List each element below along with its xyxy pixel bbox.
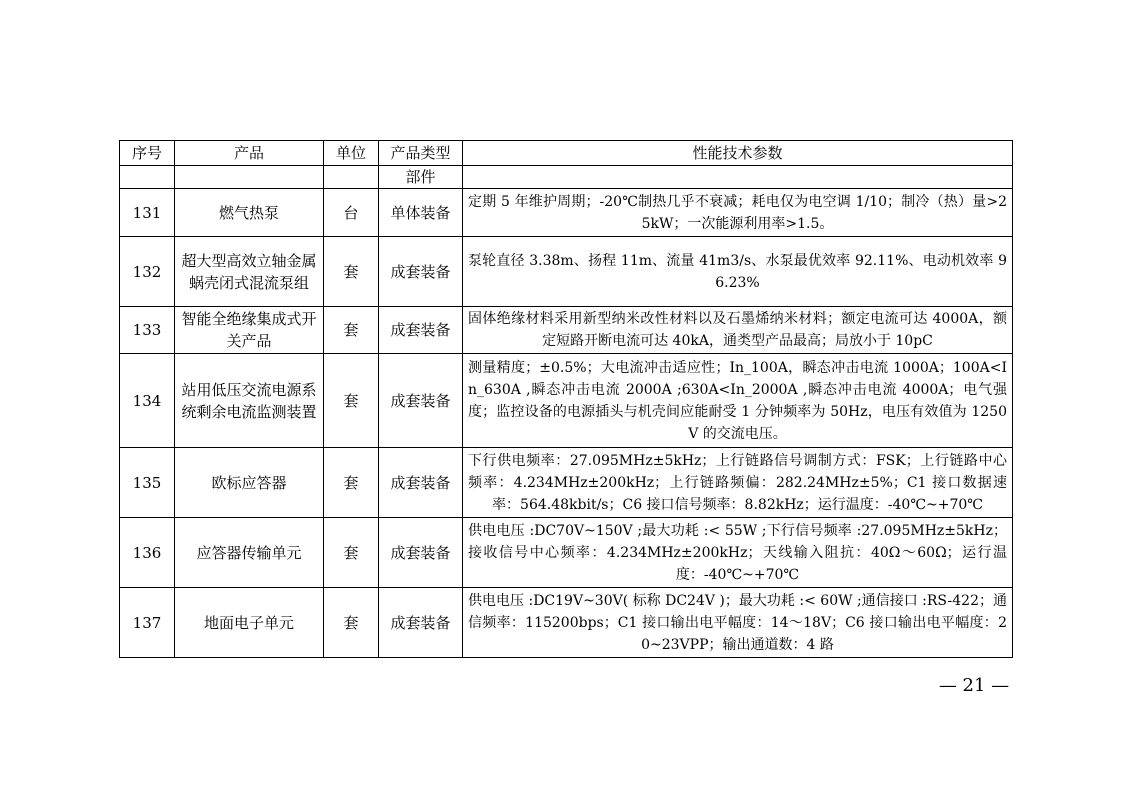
- cell-product: 应答器传输单元: [175, 518, 324, 588]
- table-row: [120, 166, 1013, 189]
- header-product-type: 产品类型: [379, 141, 463, 166]
- cell-performance-params: 供电电压 :DC19V~30V( 标称 DC24V )；最大功耗 :< 60W ;通信接口 :RS-422；通信频率：115200bps；C1 接口输出电平幅度：14～18V；C6 接口输出电平幅度：20~23VPP；输出通道数：4 路: [463, 588, 1013, 658]
- cell-serial-no: 132: [120, 237, 175, 307]
- cell-product-type: 部件: [379, 166, 463, 189]
- cell-unit: 套: [324, 307, 379, 354]
- cell-unit: 套: [324, 518, 379, 588]
- cell-serial-no: 131: [120, 189, 175, 237]
- cell-product-type: 成套装备: [379, 307, 463, 354]
- cell-unit: [324, 166, 379, 189]
- cell-performance-params: 供电电压 :DC70V~150V ;最大功耗 :< 55W ;下行信号频率 :27.095MHz±5kHz；接收信号中心频率：4.234MHz±200kHz；天线输入阻抗：40Ω～60Ω；运行温度：-40℃~+70℃: [463, 518, 1013, 588]
- cell-unit: 套: [324, 588, 379, 658]
- cell-product-type: 成套装备: [379, 237, 463, 307]
- cell-performance-params: 测量精度；±0.5%；大电流冲击适应性；In_100A，瞬态冲击电流 1000A；100A<In_630A ,瞬态冲击电流 2000A ;630A<In_2000A ,瞬态冲击电流 4000A；电气强度；监控设备的电源插头与机壳间应能耐受 1 分钟频率为 50Hz，电压有效值为 1250V 的交流电压。: [463, 354, 1013, 448]
- cell-serial-no: 134: [120, 354, 175, 448]
- header-performance-params: 性能技术参数: [463, 141, 1013, 166]
- cell-serial-no: 137: [120, 588, 175, 658]
- cell-performance-params: 定期 5 年维护周期；-20℃制热几乎不衰减；耗电仅为电空调 1/10；制冷（热）量>25kW；一次能源利用率>1.5。: [463, 189, 1013, 237]
- cell-product-type: 单体装备: [379, 189, 463, 237]
- table-row: [120, 448, 1013, 518]
- cell-unit: 套: [324, 237, 379, 307]
- table-row: [120, 237, 1013, 307]
- page-number: — 21 —: [938, 675, 1010, 696]
- table-row: [120, 354, 1013, 448]
- cell-performance-params: [463, 166, 1013, 189]
- cell-product: 燃气热泵: [175, 189, 324, 237]
- header-unit: 单位: [324, 141, 379, 166]
- table-row: [120, 518, 1013, 588]
- header-serial-no: 序号: [120, 141, 175, 166]
- cell-product: 智能全绝缘集成式开关产品: [175, 307, 324, 354]
- cell-unit: 套: [324, 354, 379, 448]
- table-header-row: [120, 141, 1013, 166]
- table-row: [120, 307, 1013, 354]
- cell-product: [175, 166, 324, 189]
- cell-product-type: 成套装备: [379, 588, 463, 658]
- cell-product-type: 成套装备: [379, 518, 463, 588]
- table-row: [120, 189, 1013, 237]
- cell-performance-params: 下行供电频率：27.095MHz±5kHz；上行链路信号调制方式：FSK；上行链路中心频率：4.234MHz±200kHz；上行链路频偏：282.24MHz±5%；C1 接口数据速率：564.48kbit/s；C6 接口信号频率：8.82kHz；运行温度：-40℃~+70℃: [463, 448, 1013, 518]
- cell-product: 站用低压交流电源系统剩余电流监测装置: [175, 354, 324, 448]
- header-product: 产品: [175, 141, 324, 166]
- cell-unit: 套: [324, 448, 379, 518]
- product-spec-table: [119, 140, 1013, 658]
- cell-serial-no: 133: [120, 307, 175, 354]
- cell-performance-params: 泵轮直径 3.38m、扬程 11m、流量 41m3/s、水泵最优效率 92.11%、电动机效率 96.23%: [463, 237, 1013, 307]
- cell-serial-no: 135: [120, 448, 175, 518]
- cell-serial-no: [120, 166, 175, 189]
- table-row: [120, 588, 1013, 658]
- cell-product: 超大型高效立轴金属蜗壳闭式混流泵组: [175, 237, 324, 307]
- cell-product: 地面电子单元: [175, 588, 324, 658]
- cell-performance-params: 固体绝缘材料采用新型纳米改性材料以及石墨烯纳米材料；额定电流可达 4000A，额定短路开断电流可达 40kA，通类型产品最高；局放小于 10pC: [463, 307, 1013, 354]
- cell-unit: 台: [324, 189, 379, 237]
- cell-product-type: 成套装备: [379, 448, 463, 518]
- cell-serial-no: 136: [120, 518, 175, 588]
- cell-product: 欧标应答器: [175, 448, 324, 518]
- cell-product-type: 成套装备: [379, 354, 463, 448]
